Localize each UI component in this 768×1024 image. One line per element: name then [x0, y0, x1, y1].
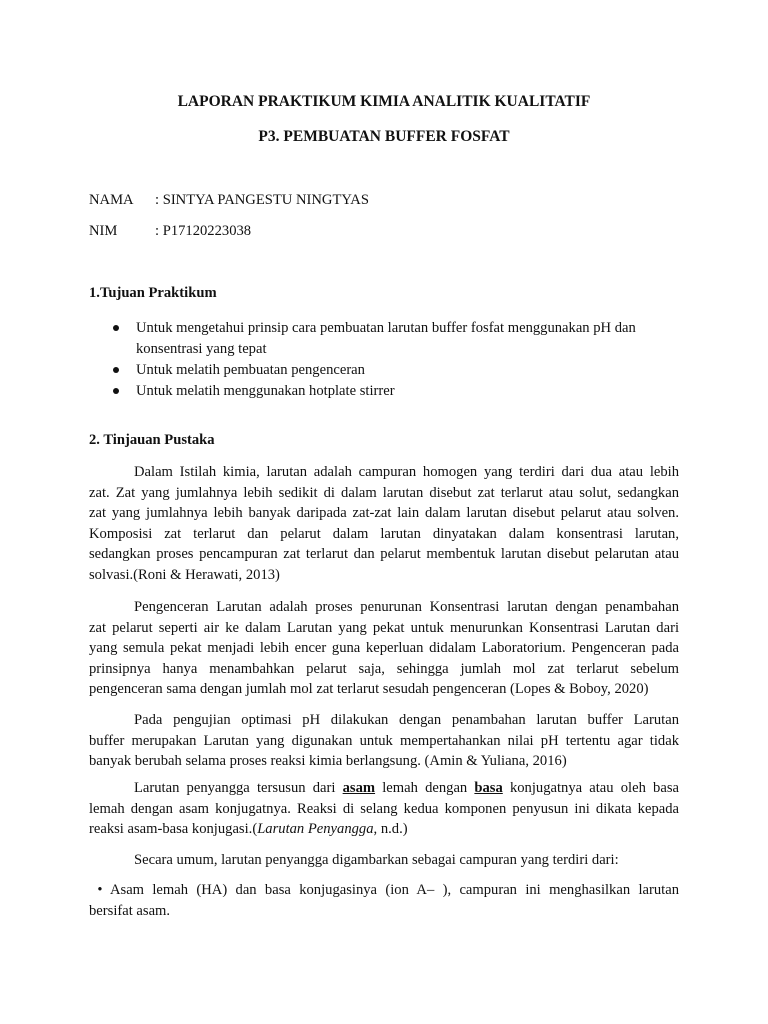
- bullet-icon: [113, 367, 119, 373]
- nim-value: : P17120223038: [155, 223, 252, 239]
- bullet-icon: [113, 325, 119, 331]
- report-title: LAPORAN PRAKTIKUM KIMIA ANALITIK KUALITATIF: [177, 93, 591, 110]
- nama-label: NAMA: [89, 192, 134, 208]
- paragraph-secara-umum: Secara umum, larutan penyangga digambarkan sebagai campuran yang terdiri dari:: [134, 852, 619, 868]
- report-subtitle: P3. PEMBUATAN BUFFER FOSFAT: [258, 128, 510, 145]
- paragraph-asam-lemah: • Asam lemah (HA) dan basa konjugasinya (ion A– ), campuran ini menghasilkan larutan bersifat asam.: [89, 882, 679, 919]
- paragraph-larutan: Dalam Istilah kimia, larutan adalah campuran homogen yang terdiri dari dua atau lebih zat. Zat yang jumlahnya lebih sedikit di dalam larutan disebut zat terlarut atau solut, sedangkan zat yang jumlahnya lebih banyak daripada zat-zat lain dalam larutan disebut pelarut atau solven. Komposisi zat terlarut dan pelarut dalam larutan dinyatakan dalam konsentrasi larutan, sedangkan proses pencampuran zat terlarut dan pelarut membentuk larutan disebut pelarutan atau solvasi.(Roni & Herawati, 2013): [89, 464, 679, 583]
- link-basa[interactable]: basa: [474, 780, 503, 796]
- list-item: Untuk melatih pembuatan pengenceran: [89, 360, 689, 381]
- list-item: Untuk mengetahui prinsip cara pembuatan larutan buffer fosfat menggunakan pH dan konsentrasi yang tepat: [89, 318, 689, 360]
- tujuan-list: [89, 318, 689, 402]
- paragraph-larutan-penyangga: Larutan penyangga tersusun dari asam lemah dengan basa konjugatnya atau oleh basa lemah dengan asam konjugatnya. Reaksi di selang kedua komponen penyusun ini dikata kepada reaksi asam-basa konjugasi.(Larutan Penyangga, n.d.): [89, 780, 679, 838]
- bullet-icon: [113, 388, 119, 394]
- paragraph-optimasi-ph: Pada pengujian optimasi pH dilakukan dengan penambahan larutan buffer Larutan buffer merupakan Larutan yang digunakan untuk mempertahankan nilai pH tertentu agar tidak banyak berubah selama proses reaksi kimia berlangsung. (Amin & Yuliana, 2016): [89, 712, 679, 770]
- link-asam[interactable]: asam: [342, 780, 376, 796]
- nim-label: NIM: [89, 223, 118, 239]
- nim-row: [89, 223, 251, 240]
- section-heading-tujuan: 1.Tujuan Praktikum: [89, 285, 217, 301]
- nama-row: [89, 192, 369, 209]
- list-item: Untuk melatih menggunakan hotplate stirrer: [89, 381, 689, 402]
- section-heading-tinjauan: 2. Tinjauan Pustaka: [89, 432, 215, 448]
- paragraph-pengenceran: Pengenceran Larutan adalah proses penurunan Konsentrasi larutan dengan penambahan zat pelarut seperti air ke dalam Larutan yang pekat untuk menurunkan Konsentrasi Larutan dari yang semula pekat menjadi lebih encer guna keperluan didalam Laboratorium. Pengenceran pada prinsipnya hanya menambahkan pelarut saja, sehingga jumlah mol zat terlarut sebelum pengenceran sama dengan jumlah mol zat terlarut sesudah pengenceran (Lopes & Boboy, 2020): [89, 599, 679, 698]
- nama-value: : SINTYA PANGESTU NINGTYAS: [155, 192, 369, 208]
